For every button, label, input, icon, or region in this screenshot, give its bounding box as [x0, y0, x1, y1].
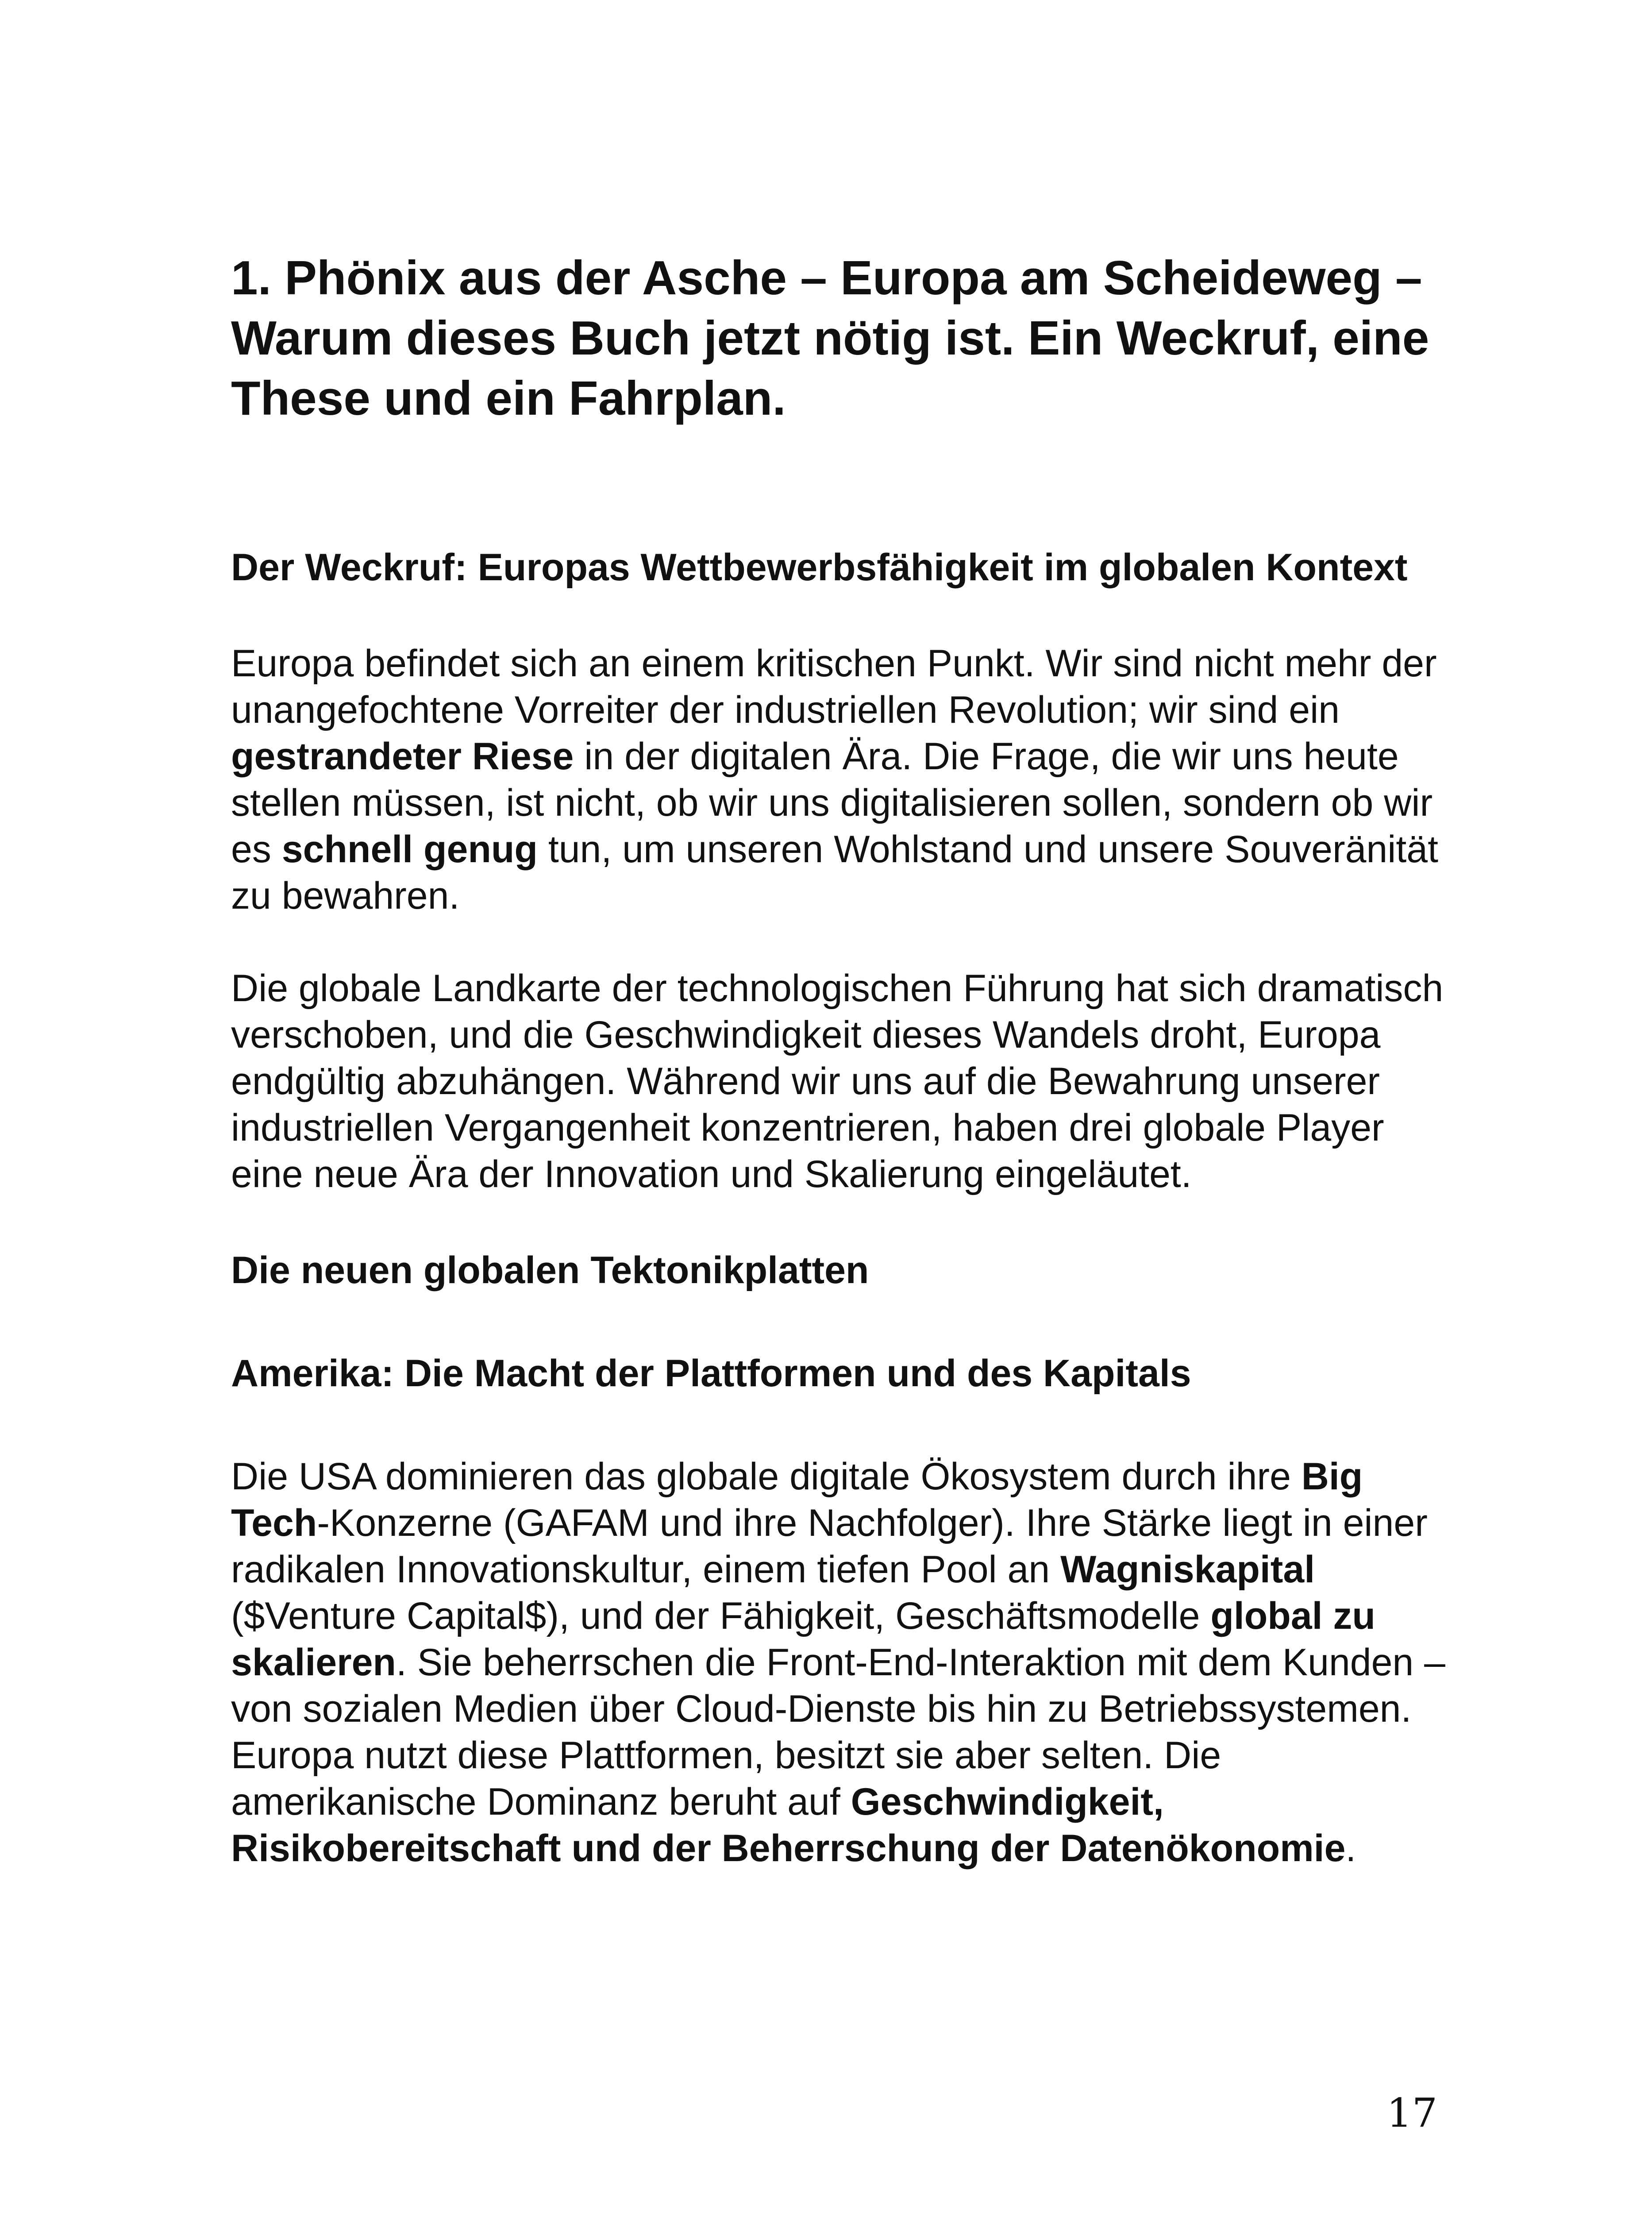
paragraph-weckruf-2: Die globale Landkarte der technologischen Führung hat sich dramatisch verschoben, und die Geschwindigkeit dieses Wandels droht, Europa endgültig abzuhängen. Während wir uns auf die Bewahrung unserer industriellen Vergangenheit konzentrieren, haben drei globale Player eine neue Ära der Innovation und Skalierung eingeläutet. — [231, 967, 1444, 1195]
paragraph-amerika-1 — [231, 1453, 1461, 1872]
chapter-title: 1. Phönix aus der Asche – Europa am Scheideweg – Warum dieses Buch jetzt nötig ist. Ein Weckruf, eine These und ein Fahrplan. — [231, 251, 1429, 425]
section-heading-amerika: Amerika: Die Macht der Plattformen und des Kapitals — [231, 1352, 1191, 1395]
text-run: in der digitalen Ära. Die Frage, die wir uns heute stellen müssen, ist nicht, ob wir uns digitalisieren sollen, sondern ob wir es — [231, 735, 1433, 871]
bold-text-run: Geschwindigkeit, Risikobereitschaft und der Beherrschung der Datenökonomie — [231, 1781, 1346, 1870]
text-run: ($Venture Capital$), und der Fähigkeit, Geschäftsmodelle — [231, 1595, 1211, 1637]
text-run: -Konzerne (GAFAM und ihre Nachfolger). Ihre Stärke liegt in einer radikalen Innovationskultur, einem tiefen Pool an — [231, 1502, 1428, 1591]
section-heading-weckruf: Der Weckruf: Europas Wettbewerbsfähigkeit im globalen Kontext — [231, 546, 1408, 589]
bold-text-run: gestrandeter Riese — [231, 735, 574, 778]
page-number: 17 — [1386, 2090, 1437, 2136]
bold-text-run: Big Tech — [231, 1455, 1363, 1544]
section-heading-tektonik: Die neuen globalen Tektonikplatten — [231, 1249, 869, 1292]
bold-text-run: global zu skalieren — [231, 1595, 1375, 1684]
text-run: tun, um unseren Wohlstand und unsere Souveränität zu bewahren. — [231, 828, 1438, 917]
text-run: Die USA dominieren das globale digitale Ökosystem durch ihre — [231, 1455, 1302, 1498]
bold-text-run: schnell genug — [281, 828, 538, 871]
page-content — [231, 248, 1461, 1872]
bold-text-run: Wagniskapital — [1060, 1548, 1315, 1591]
text-run: . — [1345, 1827, 1356, 1870]
text-run: . Sie beherrschen die Front-End-Interaktion mit dem Kunden – von sozialen Medien über Cloud-Dienste bis hin zu Betriebssystemen. Europa nutzt diese Plattformen, besitzt sie aber selten. Die amerikanische Dominanz beruht auf — [231, 1641, 1445, 1823]
text-run: Europa befindet sich an einem kritischen Punkt. Wir sind nicht mehr der unangefochtene Vorreiter der industriellen Revolution; wir sind ein — [231, 642, 1437, 731]
paragraph-weckruf-1 — [231, 640, 1461, 919]
